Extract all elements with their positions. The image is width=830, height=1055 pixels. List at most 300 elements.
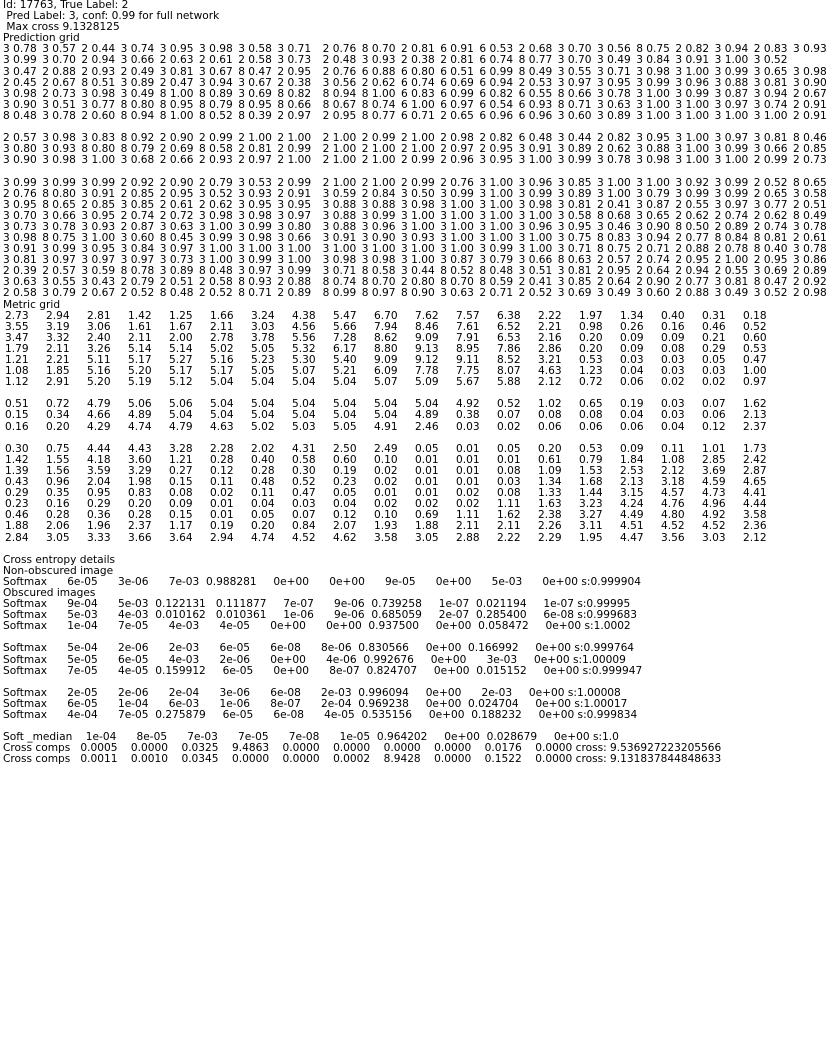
metric-cell: 4.89 [128,409,152,422]
prediction-cell: 3 1.00 [675,65,710,78]
prediction-cell: 6 0.99 [440,87,474,100]
metric-cell: 1.11 [456,509,480,522]
metric-cell: 0.30 [5,442,29,455]
metric-cell: 5.23 [251,354,275,366]
metric-cell: 4.96 [702,498,726,511]
prediction-cell: 3 0.70 [557,43,592,56]
prediction-cell: 3 0.99 [238,220,272,233]
prediction-cell: 3 0.71 [557,243,592,256]
metric-cell: 0.03 [661,398,685,411]
prediction-cell: 8 0.93 [238,276,272,289]
metric-cell: 1.73 [743,442,767,455]
prediction-cell: 8 0.48 [199,265,233,278]
prediction-cell: 3 0.49 [714,287,749,300]
prediction-cell: 3 0.98 [636,154,670,167]
metric-cell: 6.09 [374,365,398,378]
metric-cell: 4.91 [374,420,398,433]
prediction-cell: 3 0.99 [714,65,749,78]
metric-cell: 2.87 [743,464,767,477]
metric-cell: 4.65 [743,476,767,489]
metric-cell: 5.04 [169,409,193,422]
prediction-cell: 3 1.00 [479,198,514,211]
prediction-cell: 8 0.65 [793,176,827,189]
prediction-cell: 3 1.00 [714,109,749,122]
metric-cell: 5.03 [292,420,316,433]
prediction-cell: 3 0.94 [636,231,670,244]
metric-cell: 0.52 [743,320,767,333]
metric-cell: 0.11 [661,442,685,455]
prediction-cell: 8 0.81 [753,231,788,244]
metric-cell: 4.74 [128,420,152,433]
prediction-cell: 3 1.00 [675,132,710,145]
prediction-cell: 8 0.80 [42,187,76,200]
prediction-cell: 8 0.68 [597,209,631,222]
prediction-cell: 2 0.52 [199,287,233,300]
metric-cell: 4.80 [661,509,685,522]
prediction-cell: 3 0.87 [636,198,670,211]
prediction-cell: 2 0.61 [199,54,233,67]
prediction-cell: 2 0.97 [440,143,474,156]
prediction-cell: 2 0.63 [159,54,194,67]
metric-cell: 0.04 [620,409,644,422]
prediction-cell: 2 0.57 [597,254,631,267]
metric-cell: 1.00 [743,365,767,378]
metric-cell: 2.12 [743,531,767,544]
prediction-cell: 3 0.81 [159,65,194,78]
prediction-cell: 3 0.88 [714,76,749,89]
metric-cell: 0.07 [702,398,726,411]
prediction-cell: 3 0.96 [361,220,396,233]
metric-cell: 8.07 [497,365,521,378]
prediction-cell: 8 0.83 [597,231,631,244]
prediction-cell: 2 0.82 [597,132,631,145]
metric-cell: 0.04 [333,498,357,511]
prediction-cell: 3 0.89 [120,76,155,89]
prediction-cell: 3 1.00 [199,220,233,233]
metric-cell: 0.40 [661,309,685,322]
prediction-cell: 3 0.93 [401,231,435,244]
metric-cell: 5.09 [415,376,439,389]
prediction-cell: 2 1.00 [322,154,357,167]
prediction-cell: 2 0.74 [714,209,749,222]
prediction-cell: 3 0.95 [81,243,116,256]
prediction-cell: 3 0.44 [557,132,592,145]
prediction-cell: 3 0.69 [557,287,592,300]
metric-cell: 0.11 [210,476,234,489]
prediction-cell: 3 0.90 [3,98,37,111]
prediction-grid-title: Prediction grid [3,32,80,45]
metric-cell: 4.73 [702,487,726,500]
prediction-cell: 3 0.63 [3,276,37,289]
prediction-cell: 2 0.87 [120,220,155,233]
prediction-cell: 2 0.99 [753,154,788,167]
metric-cell: 3.60 [128,453,152,466]
prediction-cell: 3 0.91 [518,143,553,156]
metric-cell: 0.20 [128,498,152,511]
prediction-cell: 3 0.98 [361,254,396,267]
metric-cell: 3.19 [46,320,70,333]
prediction-cell: 3 0.99 [42,176,76,189]
prediction-cell: 8 1.00 [159,87,194,100]
prediction-cell: 3 1.00 [675,109,710,122]
prediction-cell: 2 0.99 [199,132,233,145]
prediction-cell: 2 0.58 [199,276,233,289]
metric-cell: 8.46 [415,320,439,333]
prediction-cell: 2 0.92 [120,176,155,189]
metric-grid [3,311,830,544]
prediction-cell: 3 1.00 [440,243,474,256]
metric-cell: 4.49 [620,509,644,522]
metric-cell: 0.01 [497,453,521,466]
metric-cell: 0.06 [620,420,644,433]
prediction-cell: 2 0.67 [42,76,76,89]
softmax-row-obscured: Softmax 5e-05 6e-05 4e-03 2e-06 0e+00 4e-06 0.992676 0e+00 3e-03 0e+00 s:1.00009 [3,653,626,666]
prediction-cell: 3 0.95 [636,132,670,145]
prediction-cell: 3 0.79 [636,187,670,200]
metric-cell: 1.21 [5,354,29,366]
metric-cell: 3.69 [702,464,726,477]
metric-cell: 5.04 [292,409,316,422]
metric-cell: 2.11 [497,520,521,533]
prediction-cell: 2 0.96 [440,154,474,167]
prediction-cell: 2 0.38 [401,54,435,67]
prediction-cell: 3 0.95 [159,43,194,56]
prediction-cell: 2 0.97 [277,109,312,122]
prediction-cell: 2 0.88 [42,65,76,78]
prediction-cell: 2 0.91 [793,98,827,111]
prediction-cell: 8 0.94 [120,109,155,122]
metric-cell: 0.28 [128,509,152,522]
prediction-cell: 3 0.99 [199,231,233,244]
prediction-cell: 3 0.43 [81,276,116,289]
prediction-cell: 3 0.93 [81,220,116,233]
metric-row [3,410,830,421]
prediction-cell: 3 0.80 [277,220,312,233]
prediction-cell: 2 0.76 [440,176,474,189]
metric-cell: 0.01 [415,464,439,477]
prediction-cell: 6 0.82 [479,87,514,100]
metric-cell: 5.04 [333,376,357,389]
prediction-cell: 8 0.48 [159,287,194,300]
metric-cell: 0.31 [702,309,726,322]
metric-cell: 5.02 [210,342,234,355]
metric-cell: 6.52 [497,320,521,333]
prediction-cell: 3 1.00 [81,231,116,244]
prediction-cell: 6 0.94 [479,76,514,89]
metric-cell: 0.27 [169,464,193,477]
prediction-cell: 2 0.65 [440,109,474,122]
prediction-cell: 3 0.59 [81,265,116,278]
prediction-cell: 2 0.93 [199,154,233,167]
prediction-cell: 3 0.99 [714,176,749,189]
metric-cell: 5.47 [333,309,357,322]
metric-cell: 2.06 [46,520,70,533]
metric-cell: 0.01 [415,453,439,466]
metric-cell: 0.79 [579,453,603,466]
prediction-cell: 3 0.99 [636,76,670,89]
prediction-cell: 3 1.00 [401,254,435,267]
prediction-cell: 6 0.96 [518,109,553,122]
prediction-cell: 8 0.45 [159,231,194,244]
metric-cell: 4.24 [620,498,644,511]
metric-cell: 7.62 [415,309,439,322]
metric-cell: 0.03 [497,476,521,489]
metric-cell: 0.53 [579,354,603,366]
metric-cell: 0.01 [456,464,480,477]
prediction-cell: 2 1.00 [322,132,357,145]
prediction-cell: 3 0.98 [3,87,37,100]
prediction-cell: 3 1.00 [636,109,670,122]
prediction-cell: 2 0.95 [675,254,710,267]
prediction-cell: 3 0.71 [597,65,631,78]
metric-cell: 8.52 [497,354,521,366]
prediction-row [3,55,830,66]
metric-cell: 0.61 [538,453,562,466]
metric-cell: 1.88 [5,520,29,533]
metric-cell: 1.63 [538,498,562,511]
prediction-cell: 8 0.95 [238,98,272,111]
prediction-cell: 2 1.00 [238,132,272,145]
prediction-cell: 3 0.73 [159,254,194,267]
metric-cell: 0.35 [46,487,70,500]
metric-cell: 2.22 [497,531,521,544]
metric-cell: 6.53 [497,331,521,344]
prediction-cell: 2 0.72 [159,209,194,222]
prediction-cell: 3 0.98 [793,65,827,78]
prediction-cell: 3 1.00 [479,209,514,222]
metric-cell: 1.61 [128,320,152,333]
max-cross-line: Max cross 9.1328125 [3,21,120,34]
prediction-cell: 8 0.70 [361,276,396,289]
prediction-cell: 2 0.74 [636,254,670,267]
prediction-cell: 3 1.00 [199,254,233,267]
prediction-cell: 8 0.46 [793,132,827,145]
metric-cell: 0.04 [661,420,685,433]
metric-cell: 4.56 [292,320,316,333]
prediction-cell: 3 1.00 [238,243,272,256]
metric-cell: 7.94 [374,320,398,333]
prediction-cell: 2 0.97 [238,154,272,167]
prediction-cell: 3 0.94 [714,43,749,56]
metric-cell: 0.29 [87,498,111,511]
metric-cell: 0.03 [456,420,480,433]
metric-cell: 2.07 [333,520,357,533]
metric-cell: 1.97 [579,309,603,322]
prediction-cell: 3 0.93 [793,43,827,56]
metric-cell: 0.07 [497,409,521,422]
metric-cell: 0.23 [5,498,29,511]
metric-cell: 1.25 [169,309,193,322]
metric-cell: 1.96 [87,520,111,533]
prediction-cell: 2 0.68 [518,43,553,56]
prediction-cell: 2 0.88 [675,243,710,256]
softmax-row-obscured: Softmax 7e-05 4e-05 0.159912 6e-05 0e+00 8e-07 0.824707 0e+00 0.015152 0e+00 s:0.999947 [3,664,643,677]
prediction-cell: 2 0.89 [277,287,312,300]
prediction-cell: 3 0.90 [793,76,827,89]
prediction-cell: 3 0.89 [557,143,592,156]
prediction-cell: 8 0.40 [753,243,788,256]
prediction-cell: 2 0.98 [793,287,827,300]
prediction-cell: 3 0.89 [159,265,194,278]
metric-cell: 4.47 [620,531,644,544]
metric-cell: 0.02 [374,476,398,489]
prediction-cell: 2 0.64 [597,276,631,289]
prediction-cell: 3 0.92 [675,176,710,189]
prediction-cell: 2 0.66 [159,154,194,167]
prediction-cell: 3 0.98 [322,254,357,267]
prediction-cell: 2 0.90 [636,276,670,289]
prediction-cell: 3 0.98 [238,209,272,222]
metric-cell: 0.01 [210,509,234,522]
prediction-cell: 3 1.00 [440,231,474,244]
prediction-cell: 3 1.00 [636,87,670,100]
metric-cell: 0.01 [415,487,439,500]
prediction-cell: 3 0.93 [361,54,396,67]
metric-cell: 0.47 [292,487,316,500]
metric-cell: 0.40 [251,453,275,466]
prediction-cell: 2 0.98 [440,132,474,145]
prediction-cell: 8 0.48 [479,265,514,278]
prediction-cell: 2 0.74 [753,220,788,233]
metric-cell: 0.20 [579,342,603,355]
metric-cell: 3.56 [661,531,685,544]
metric-cell: 0.60 [333,453,357,466]
prediction-cell: 3 0.55 [42,276,76,289]
prediction-cell: 2 0.95 [322,109,357,122]
prediction-cell: 3 0.99 [714,143,749,156]
prediction-cell: 3 0.95 [3,198,37,211]
prediction-cell: 3 0.97 [714,98,749,111]
prediction-cell: 8 0.75 [42,231,76,244]
metric-cell: 2.11 [210,320,234,333]
metric-cell: 3.32 [46,331,70,344]
prediction-cell: 2 0.91 [277,187,312,200]
prediction-cell: 2 1.00 [401,143,435,156]
prediction-cell: 3 0.98 [636,65,670,78]
metric-row [3,377,830,388]
metric-cell: 2.11 [456,520,480,533]
metric-cell: 5.17 [128,354,152,366]
metric-cell: 3.05 [415,531,439,544]
metric-cell: 9.13 [415,342,439,355]
metric-cell: 0.03 [661,365,685,378]
metric-cell: 3.55 [5,320,29,333]
metric-cell: 1.21 [169,453,193,466]
prediction-cell: 3 0.97 [42,254,76,267]
metric-cell: 1.09 [538,464,562,477]
prediction-cell: 3 0.85 [557,176,592,189]
prediction-row [3,155,830,166]
prediction-cell: 8 0.50 [675,220,710,233]
metric-cell: 0.60 [743,331,767,344]
prediction-row [3,178,830,189]
metric-cell: 2.37 [743,420,767,433]
metric-cell: 7.57 [456,309,480,322]
metric-cell: 0.08 [538,409,562,422]
prediction-cell: 2 0.45 [3,76,37,89]
metric-cell: 0.36 [87,509,111,522]
metric-row [3,533,830,544]
metric-cell: 4.52 [292,531,316,544]
prediction-cell: 2 0.82 [675,43,710,56]
prediction-cell: 8 0.74 [322,276,357,289]
prediction-cell: 3 0.91 [675,54,710,67]
prediction-cell: 6 0.88 [361,65,396,78]
prediction-cell: 3 0.88 [636,143,670,156]
metric-cell: 0.09 [169,498,193,511]
prediction-cell: 3 0.74 [120,43,155,56]
prediction-cell: 2 1.00 [714,254,749,267]
prediction-cell: 3 0.94 [753,87,788,100]
report-header [3,0,830,33]
metric-cell: 3.47 [5,331,29,344]
metric-cell: 5.40 [333,354,357,366]
prediction-cell: 3 0.98 [199,43,233,56]
prediction-cell: 8 0.97 [361,287,396,300]
prediction-cell: 8 1.00 [361,87,396,100]
metric-cell: 4.66 [87,409,111,422]
metric-cell: 0.01 [210,498,234,511]
prediction-cell: 2 0.52 [120,287,155,300]
metric-cell: 0.02 [456,498,480,511]
prediction-cell: 2 0.67 [793,87,827,100]
prediction-cell: 3 0.57 [42,43,76,56]
metric-cell: 4.62 [333,531,357,544]
prediction-row [3,288,830,299]
metric-cell: 0.01 [456,442,480,455]
prediction-cell: 3 0.49 [120,87,155,100]
prediction-cell: 2 0.60 [81,109,116,122]
metric-cell: 2.85 [702,453,726,466]
prediction-cell: 8 0.74 [361,98,396,111]
metric-cell: 0.15 [169,476,193,489]
prediction-cell: 8 0.95 [159,98,194,111]
prediction-cell: 3 0.55 [557,65,592,78]
prediction-cell: 3 1.00 [277,254,312,267]
metric-cell: 4.79 [169,420,193,433]
metric-cell: 5.07 [292,365,316,378]
metric-cell: 5.05 [251,342,275,355]
metric-cell: 0.20 [579,331,603,344]
prediction-cell: 3 0.93 [238,187,272,200]
prediction-cell: 8 0.89 [199,87,233,100]
prediction-cell: 3 1.00 [479,231,514,244]
prediction-cell: 2 0.69 [159,143,194,156]
metric-cell: 2.42 [743,453,767,466]
metric-cell: 0.09 [620,331,644,344]
prediction-cell: 3 0.97 [557,76,592,89]
prediction-cell: 3 1.00 [518,243,553,256]
metric-cell: 1.23 [579,365,603,378]
prediction-cell: 8 0.47 [753,276,788,289]
metric-cell: 0.06 [620,376,644,389]
metric-cell: 4.79 [87,398,111,411]
prediction-cell: 3 0.66 [518,254,553,267]
prediction-cell: 3 0.79 [42,287,76,300]
prediction-cell: 3 0.73 [277,54,312,67]
prediction-cell: 3 0.93 [42,143,76,156]
metric-cell: 0.10 [374,509,398,522]
prediction-cell: 3 0.80 [3,143,37,156]
softmax-row-obscured: Softmax 4e-04 7e-05 0.275879 6e-05 6e-08 4e-05 0.535156 0e+00 0.188232 0e+00 s:0.999834 [3,709,638,721]
prediction-cell: 3 0.81 [753,76,788,89]
prediction-cell: 3 0.87 [714,87,749,100]
prediction-cell: 2 0.77 [675,276,710,289]
metric-cell: 8.80 [374,342,398,355]
metric-cell: 2.11 [46,342,70,355]
metric-cell: 5.14 [128,342,152,355]
prediction-cell: 3 0.98 [81,87,116,100]
